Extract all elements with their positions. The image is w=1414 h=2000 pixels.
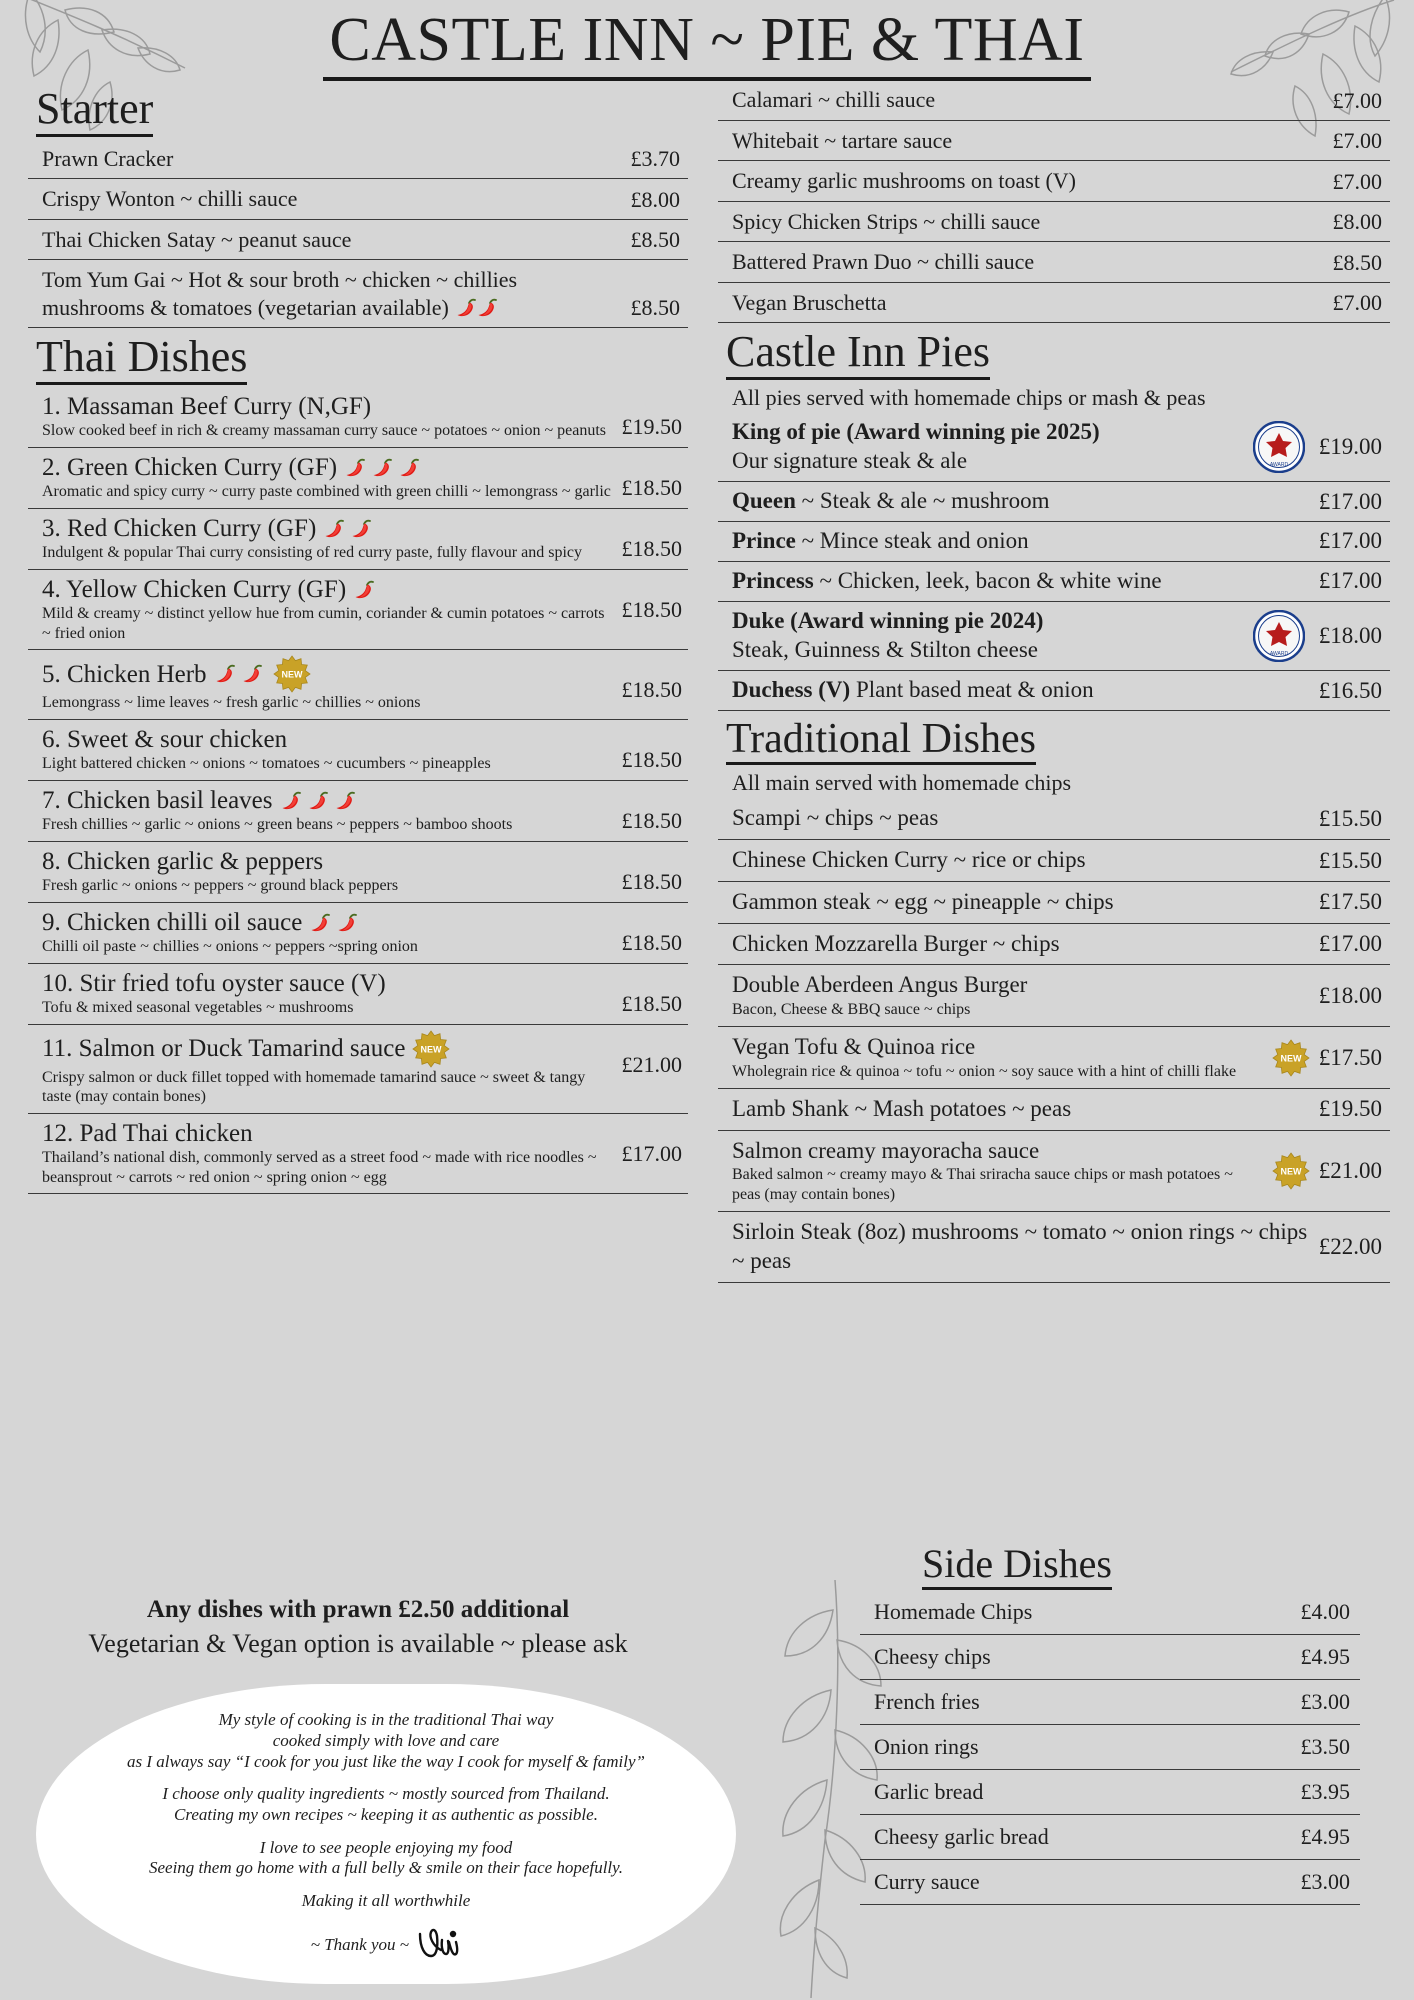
- traditional-dish-row: [718, 798, 1390, 840]
- thai-dish-body: [42, 575, 614, 644]
- thai-dish-price: £21.00: [621, 1051, 682, 1077]
- thai-dish-price: £18.50: [621, 746, 682, 772]
- thai-dish-title: 2. Green Chicken Curry (GF): [42, 453, 614, 483]
- starter-row: [718, 121, 1390, 162]
- thai-dish-body: [42, 453, 614, 502]
- thai-dish-price: £18.50: [621, 535, 682, 561]
- thank-you-text: ~ Thank you ~: [310, 1934, 409, 1954]
- starter-list-left: [28, 139, 688, 329]
- section-heading-castle-inn-pies: Castle Inn Pies: [726, 329, 990, 380]
- thai-dish-title: 8. Chicken garlic & peppers: [42, 847, 324, 875]
- traditional-dish-row: [718, 840, 1390, 882]
- traditional-dish-body: [732, 804, 1309, 833]
- pies-list: [718, 413, 1390, 711]
- side-dish-name: Onion rings: [874, 1734, 979, 1759]
- section-heading-thai-dishes: Thai Dishes: [36, 334, 247, 385]
- thai-dish-price: £18.50: [621, 807, 682, 833]
- pie-row: [718, 562, 1390, 602]
- traditional-dish-title: Double Aberdeen Angus Burger: [732, 972, 1028, 998]
- pie-row: [718, 671, 1390, 711]
- pie-description: Steak, Guinness & Stilton cheese: [732, 637, 1038, 663]
- pie-name: King of pie (Award winning pie 2025): [732, 418, 1100, 444]
- section-heading-side-dishes: Side Dishes: [922, 1540, 1112, 1590]
- pie-price: £19.00: [1318, 433, 1382, 459]
- pie-body: [732, 607, 1239, 666]
- traditional-dish-body: [732, 930, 1309, 959]
- new-badge: [272, 655, 310, 693]
- traditional-dish-row: [718, 1027, 1390, 1089]
- pie-row: [718, 413, 1390, 483]
- thai-dish-description: Mild & creamy ~ distinct yellow hue from cumin, coriander & cumin potatoes ~ carrots ~ fried onion: [42, 605, 605, 642]
- traditional-dish-price: £21.00: [1318, 1158, 1382, 1184]
- thai-dish-title: 4. Yellow Chicken Curry (GF): [42, 575, 614, 605]
- pie-body: [732, 567, 1311, 596]
- traditional-dish-price: £17.00: [1318, 931, 1382, 957]
- traditional-dish-description: Bacon, Cheese & BBQ sauce ~ chips: [732, 1001, 971, 1019]
- pies-subtitle: All pies served with homemade chips or mash & peas: [732, 384, 1206, 410]
- thai-dish-row: [28, 650, 688, 720]
- thai-dish-title: 1. Massaman Beef Curry (N,GF): [42, 392, 372, 420]
- thai-dish-description: Fresh chillies ~ garlic ~ onions ~ green beans ~ peppers ~ bamboo shoots: [42, 816, 513, 834]
- pie-body: [732, 527, 1311, 556]
- thai-dish-description: Slow cooked beef in rich & creamy massaman curry sauce ~ potatoes ~ onion ~ peanuts: [42, 422, 607, 440]
- page-title: [0, 8, 1414, 81]
- chilli-pepper-icon: [475, 298, 501, 318]
- pie-price: £17.00: [1318, 568, 1382, 594]
- thai-dish-body: [42, 725, 614, 774]
- starter-price: £7.00: [1332, 290, 1382, 315]
- new-badge: [1271, 1152, 1309, 1190]
- pie-body: [732, 487, 1311, 516]
- thai-dish-price: £18.50: [621, 868, 682, 894]
- starter-name: Creamy garlic mushrooms on toast (V): [732, 168, 1076, 193]
- right-column: [718, 80, 1390, 1283]
- thai-dish-row: [28, 720, 688, 781]
- chilli-pepper-icon: [240, 664, 266, 684]
- side-dish-name: Garlic bread: [874, 1779, 984, 1804]
- traditional-dish-body: [732, 1218, 1309, 1276]
- pie-row: [718, 522, 1390, 562]
- pie-price: £17.00: [1318, 528, 1382, 554]
- thai-dish-body: [42, 1030, 614, 1107]
- traditional-dish-row: [718, 924, 1390, 966]
- starter-row: [718, 202, 1390, 243]
- award-winning-pie-badge: [1253, 421, 1305, 473]
- starter-row: [718, 283, 1390, 324]
- starter-price: £8.50: [630, 295, 680, 321]
- thai-dish-title: 5. Chicken Herb NEW: [42, 655, 614, 693]
- traditional-dish-row: [718, 1131, 1390, 1213]
- side-dish-row: [860, 1770, 1360, 1815]
- traditional-dish-row: [718, 1089, 1390, 1131]
- thai-dish-title: 3. Red Chicken Curry (GF): [42, 514, 614, 544]
- traditional-dish-price: £22.00: [1318, 1234, 1382, 1260]
- thai-dish-row: [28, 448, 688, 509]
- thai-dish-title: 11. Salmon or Duck Tamarind sauce NEW: [42, 1030, 614, 1068]
- starter-name: Calamari ~ chilli sauce: [732, 87, 936, 112]
- thai-dish-row: [28, 842, 688, 903]
- side-dish-price: £4.95: [1300, 1824, 1350, 1849]
- award-winning-pie-badge: [1253, 610, 1305, 662]
- traditional-dish-row: [718, 882, 1390, 924]
- side-dishes-section: [860, 1540, 1360, 1905]
- pie-name: Duke (Award winning pie 2024): [732, 607, 1044, 633]
- thai-dish-description: Fresh garlic ~ onions ~ peppers ~ ground black peppers: [42, 877, 399, 895]
- thai-dish-price: £18.50: [621, 929, 682, 955]
- starter-name: Spicy Chicken Strips ~ chilli sauce: [732, 208, 1041, 234]
- traditional-dish-price: £17.50: [1318, 1044, 1382, 1070]
- chilli-pepper-icon: [308, 913, 334, 933]
- traditional-dish-body: [732, 888, 1309, 917]
- pie-body: [732, 418, 1239, 477]
- side-dish-row: [860, 1635, 1360, 1680]
- side-dish-name: French fries: [874, 1689, 980, 1714]
- chilli-pepper-icon: [343, 458, 369, 478]
- traditional-dish-title: Chinese Chicken Curry ~ rice or chips: [732, 847, 1086, 873]
- thai-dish-description: Indulgent & popular Thai curry consisting of red curry paste, fully flavour and spicy: [42, 544, 583, 562]
- side-dish-row: [860, 1860, 1360, 1905]
- starter-name: Battered Prawn Duo ~ chilli sauce: [732, 249, 1035, 274]
- thai-dish-body: [42, 847, 614, 896]
- traditional-dish-title: Sirloin Steak (8oz) mushrooms ~ tomato ~ onion rings ~ chips ~ peas: [732, 1219, 1308, 1274]
- thai-dish-body: [42, 786, 614, 835]
- side-dish-row: [860, 1815, 1360, 1860]
- traditional-dish-row: [718, 965, 1390, 1027]
- chef-statement-p3: I love to see people enjoying my food Seeing them go home with a full belly & smile on their face hopefully.: [148, 1837, 624, 1878]
- traditional-dish-price: £18.00: [1318, 982, 1382, 1008]
- thai-dish-row: [28, 570, 688, 651]
- starter-row: [718, 242, 1390, 283]
- new-badge: [1271, 1039, 1309, 1077]
- pie-name: Princess ~ Chicken, leek, bacon & white wine: [732, 567, 1162, 593]
- side-dish-row: [860, 1725, 1360, 1770]
- thai-dish-title: 10. Stir fried tofu oyster sauce (V): [42, 969, 386, 997]
- starter-name: Prawn Cracker: [42, 145, 174, 171]
- traditional-dish-body: [732, 1033, 1261, 1082]
- prawn-supplement-note: Any dishes with prawn £2.50 additional: [146, 1596, 570, 1623]
- thai-dish-row: [28, 1114, 688, 1195]
- pie-price: £17.00: [1318, 488, 1382, 514]
- starter-name: Thai Chicken Satay ~ peanut sauce: [42, 226, 352, 252]
- traditional-dish-price: £15.50: [1318, 847, 1382, 873]
- starter-row: [28, 220, 688, 261]
- side-dish-row: [860, 1590, 1360, 1635]
- svg-text:NEW: NEW: [1280, 1166, 1302, 1177]
- starter-name: Crispy Wonton ~ chilli sauce: [42, 186, 298, 212]
- traditional-dish-price: £19.50: [1318, 1096, 1382, 1122]
- thai-dish-body: [42, 908, 614, 957]
- chef-signature-line: [311, 1924, 461, 1962]
- pie-row: [718, 482, 1390, 522]
- traditional-dishes-list: [718, 798, 1390, 1283]
- side-dish-price: £3.00: [1300, 1869, 1350, 1894]
- side-dish-name: Cheesy chips: [874, 1644, 991, 1669]
- thai-dish-row: [28, 903, 688, 964]
- side-dish-name: Curry sauce: [874, 1869, 980, 1894]
- signature-icon: [415, 1924, 461, 1962]
- side-dish-name: Cheesy garlic bread: [874, 1824, 1049, 1849]
- starter-price: £7.00: [1332, 128, 1382, 153]
- section-heading-starter: Starter: [36, 86, 153, 137]
- side-dish-price: £3.50: [1300, 1734, 1350, 1759]
- thai-dish-title: 12. Pad Thai chicken: [42, 1119, 253, 1147]
- chilli-pepper-icon: [352, 580, 378, 600]
- thai-dish-description: Crispy salmon or duck fillet topped with homemade tamarind sauce ~ sweet & tangy taste (may contain bones): [42, 1068, 586, 1106]
- starter-row: [28, 260, 688, 328]
- chef-statement-p1: My style of cooking is in the traditional Thai way cooked simply with love and care as I always say “I cook for you just like the way I cook for myself & family”: [127, 1710, 645, 1771]
- pie-description: Our signature steak & ale: [732, 448, 968, 474]
- starter-price: £7.00: [1332, 87, 1382, 113]
- starter-name: Vegan Bruschetta: [732, 289, 887, 315]
- restaurant-title: CASTLE INN ~ PIE & THAI: [323, 8, 1090, 81]
- thai-dish-price: £19.50: [621, 413, 682, 439]
- side-dish-name: Homemade Chips: [874, 1599, 1033, 1624]
- traditional-dish-description: Baked salmon ~ creamy mayo & Thai sriracha sauce chips or mash potatoes ~ peas (may contain bones): [732, 1166, 1233, 1204]
- starter-name: Whitebait ~ tartare sauce: [732, 127, 953, 153]
- traditional-dish-description: Wholegrain rice & quinoa ~ tofu ~ onion ~ soy sauce with a hint of chilli flake: [732, 1062, 1237, 1080]
- traditional-dish-price: £15.50: [1318, 805, 1382, 831]
- svg-text:AWARD: AWARD: [1269, 461, 1288, 468]
- side-dish-price: £4.95: [1300, 1644, 1350, 1669]
- svg-text:AWARD: AWARD: [1269, 650, 1288, 657]
- vegetarian-note: Vegetarian & Vegan option is available ~ please ask: [88, 1628, 628, 1658]
- side-dish-row: [860, 1680, 1360, 1725]
- starter-price: £8.50: [630, 227, 680, 253]
- thai-dish-title: 6. Sweet & sour chicken: [42, 725, 288, 753]
- side-dishes-list: [860, 1590, 1360, 1905]
- thai-dish-row: [28, 964, 688, 1025]
- thai-dish-body: [42, 969, 614, 1018]
- svg-text:NEW: NEW: [1280, 1053, 1302, 1064]
- chilli-pepper-icon: [397, 458, 423, 478]
- thai-dish-body: [42, 392, 614, 441]
- thai-dish-body: [42, 655, 614, 713]
- traditional-subtitle: All main served with homemade chips: [732, 770, 1072, 796]
- chilli-pepper-icon: [322, 519, 348, 539]
- menu-notes: [28, 1594, 688, 1660]
- traditional-dish-body: [732, 846, 1309, 875]
- thai-dish-description: Thailand’s national dish, commonly served as a street food ~ made with rice noodles ~ beansprout ~ carrots ~ red onion ~ spring onion ~ egg: [42, 1149, 597, 1186]
- thai-dish-body: [42, 1119, 614, 1188]
- thai-dish-price: £18.50: [621, 677, 682, 703]
- thai-dish-row: [28, 781, 688, 842]
- side-dish-price: £4.00: [1300, 1599, 1350, 1624]
- starter-row: [28, 179, 688, 220]
- thai-dish-title: 7. Chicken basil leaves: [42, 786, 614, 816]
- chef-statement-p4: Making it all worthwhile: [301, 1891, 471, 1911]
- thai-dish-price: £18.50: [621, 990, 682, 1016]
- chilli-pepper-icon: [349, 519, 375, 539]
- starter-name: Tom Yum Gai ~ Hot & sour broth ~ chicken ~ chillies mushrooms & tomatoes (vegetarian available): [42, 267, 518, 320]
- starter-price: £8.00: [1332, 209, 1382, 234]
- thai-dish-price: £18.50: [621, 474, 682, 500]
- thai-dish-price: £17.00: [621, 1140, 682, 1166]
- traditional-dish-title: Vegan Tofu & Quinoa rice: [732, 1034, 976, 1060]
- chef-statement-panel: [36, 1684, 736, 1984]
- traditional-dish-title: Salmon creamy mayoracha sauce: [732, 1137, 1040, 1163]
- chilli-pepper-icon: [333, 791, 359, 811]
- traditional-dish-row: [718, 1212, 1390, 1283]
- traditional-dish-title: Scampi ~ chips ~ peas: [732, 805, 939, 831]
- pie-price: £16.50: [1318, 677, 1382, 703]
- section-heading-traditional-dishes: Traditional Dishes: [726, 717, 1036, 766]
- thai-dish-row: [28, 509, 688, 570]
- chilli-pepper-icon: [335, 913, 361, 933]
- traditional-dish-title: Gammon steak ~ egg ~ pineapple ~ chips: [732, 888, 1114, 914]
- pie-name: Duchess (V) Plant based meat & onion: [732, 677, 1094, 703]
- traditional-dish-price: £17.50: [1318, 889, 1382, 915]
- pie-name: Prince ~ Mince steak and onion: [732, 528, 1029, 554]
- thai-dish-title: 9. Chicken chilli oil sauce: [42, 908, 614, 938]
- traditional-dish-title: Chicken Mozzarella Burger ~ chips: [732, 930, 1060, 956]
- thai-dish-row: [28, 387, 688, 448]
- traditional-dish-body: [732, 1095, 1309, 1124]
- svg-text:NEW: NEW: [281, 669, 303, 680]
- thai-dish-description: Chilli oil paste ~ chillies ~ onions ~ peppers ~spring onion: [42, 938, 418, 956]
- starter-row: [28, 139, 688, 180]
- starter-price: £3.70: [630, 146, 680, 172]
- side-dish-price: £3.00: [1300, 1689, 1350, 1714]
- starter-list-right: [718, 80, 1390, 323]
- thai-dish-price: £18.50: [621, 596, 682, 622]
- thai-dish-body: [42, 514, 614, 563]
- pie-price: £18.00: [1318, 622, 1382, 648]
- pie-body: [732, 676, 1311, 705]
- pie-name: Queen ~ Steak & ale ~ mushroom: [732, 488, 1050, 514]
- starter-price: £8.50: [1332, 249, 1382, 275]
- thai-dish-description: Lemongrass ~ lime leaves ~ fresh garlic ~ chillies ~ onions: [42, 694, 421, 712]
- starter-row: [718, 161, 1390, 202]
- chilli-pepper-icon: [279, 791, 305, 811]
- chilli-pepper-icon: [213, 664, 239, 684]
- left-column: [28, 80, 688, 1194]
- starter-price: £7.00: [1332, 168, 1382, 194]
- chef-statement-p2: I choose only quality ingredients ~ mostly sourced from Thailand. Creating my own recipes ~ keeping it as authentic as possible.: [162, 1784, 610, 1824]
- traditional-dish-title: Lamb Shank ~ Mash potatoes ~ peas: [732, 1095, 1072, 1121]
- starter-row: [718, 80, 1390, 121]
- chilli-pepper-icon: [370, 458, 396, 478]
- traditional-dish-body: [732, 1137, 1261, 1206]
- thai-dish-description: Light battered chicken ~ onions ~ tomatoes ~ cucumbers ~ pineapples: [42, 755, 491, 773]
- starter-price: £8.00: [630, 186, 680, 212]
- thai-dish-description: Aromatic and spicy curry ~ curry paste combined with green chilli ~ lemongrass ~ garlic: [42, 483, 611, 501]
- side-dish-price: £3.95: [1300, 1779, 1350, 1804]
- chilli-pepper-icon: [306, 791, 332, 811]
- thai-dish-row: [28, 1025, 688, 1114]
- svg-text:NEW: NEW: [420, 1044, 442, 1055]
- thai-dish-description: Tofu & mixed seasonal vegetables ~ mushrooms: [42, 999, 354, 1017]
- traditional-dish-body: [732, 971, 1309, 1020]
- new-badge: [411, 1030, 449, 1068]
- pie-row: [718, 602, 1390, 672]
- thai-dishes-list: [28, 387, 688, 1195]
